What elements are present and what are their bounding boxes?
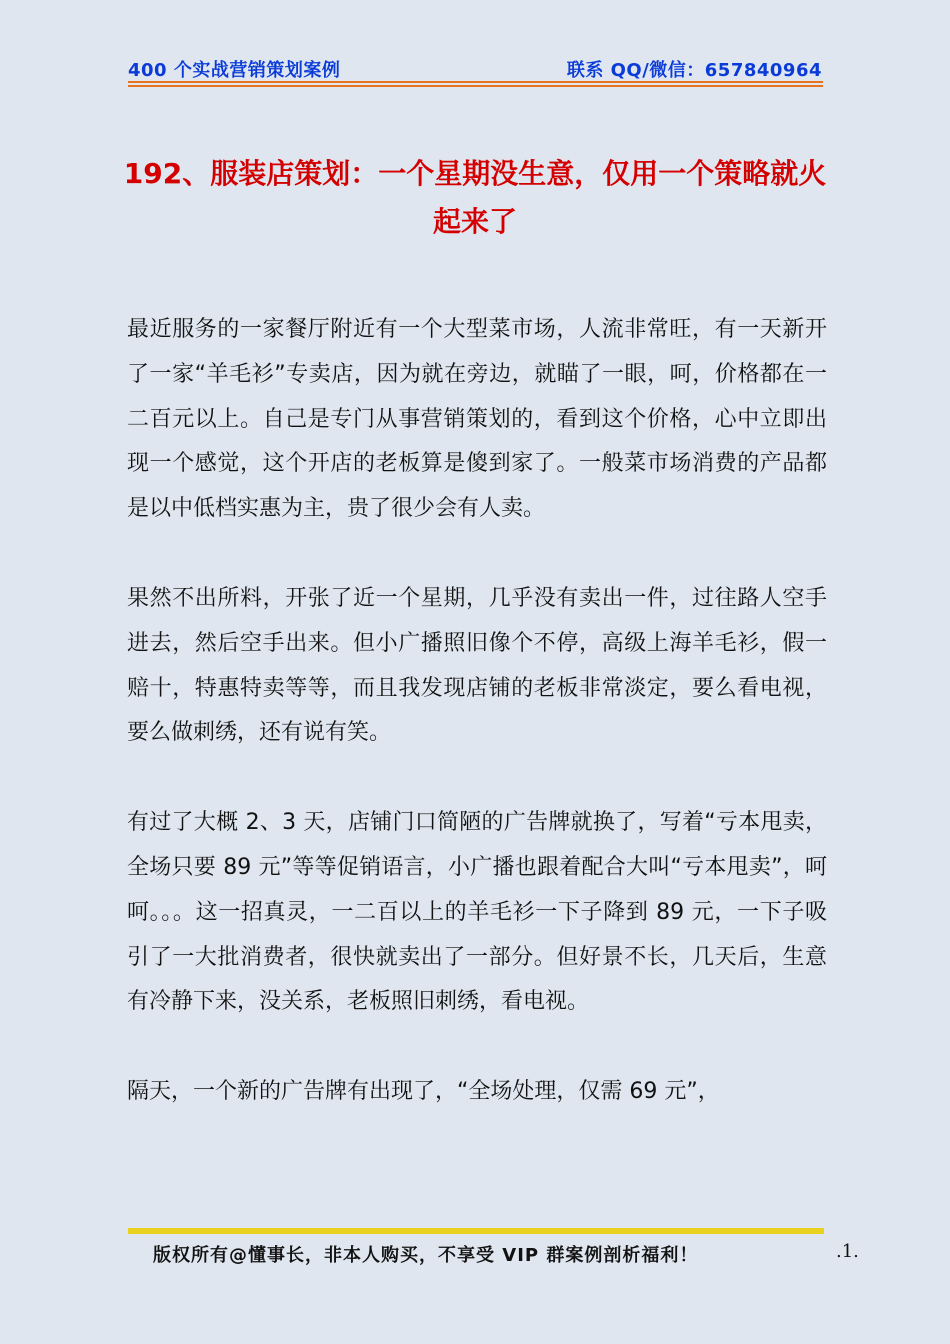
footer-copyright: 版权所有@懂事长，非本人购买，不享受 VIP 群案例剖析福利！: [153, 1245, 699, 1266]
footer-divider: [128, 1228, 824, 1234]
page-title: 192、服装店策划：一个星期没生意，仅用一个策略就火起来了: [123, 157, 827, 238]
page-number: .1.: [836, 1241, 859, 1262]
paragraph-2: 果然不出所料，开张了近一个星期，几乎没有卖出一件，过往路人空手进去，然后空手出来。但小广播照旧像个不停，高级上海羊毛衫，假一赔十，特惠特卖等等，而且我发现店铺的老板非常淡定，要么看电视，要么做刺绣，还有说有笑。: [127, 585, 827, 746]
paragraph-4: 隔天，一个新的广告牌有出现了，“全场处理，仅需 69 元”，: [127, 1079, 720, 1105]
paragraph-1: 最近服务的一家餐厅附近有一个大型菜市场，人流非常旺，有一天新开了一家“羊毛衫”专卖店，因为就在旁边，就瞄了一眼，呵，价格都在一二百元以上。自己是专门从事营销策划的，看到这个价格，心中立即出现一个感觉，这个开店的老板算是傻到家了。一般菜市场消费的产品都是以中低档实惠为主，贵了很少会有人卖。: [127, 317, 827, 522]
header-left-text: 400 个实战营销策划案例: [128, 60, 341, 81]
header-divider: [128, 81, 823, 87]
article-body: [127, 308, 827, 1160]
header-contact-text: 联系 QQ/微信：657840964: [566, 60, 822, 81]
paragraph-3: 有过了大概 2、3 天，店铺门口简陋的广告牌就换了，写着“亏本甩卖，全场只要 89 元”等等促销语言，小广播也跟着配合大叫“亏本甩卖”，呵呵。。。这一招真灵，一二百以上的羊毛衫一下子降到 89 元，一下子吸引了一大批消费者，很快就卖出了一部分。但好景不长，几天后，生意有冷静下来，没关系，老板照旧刺绣，看电视。: [127, 810, 827, 1015]
